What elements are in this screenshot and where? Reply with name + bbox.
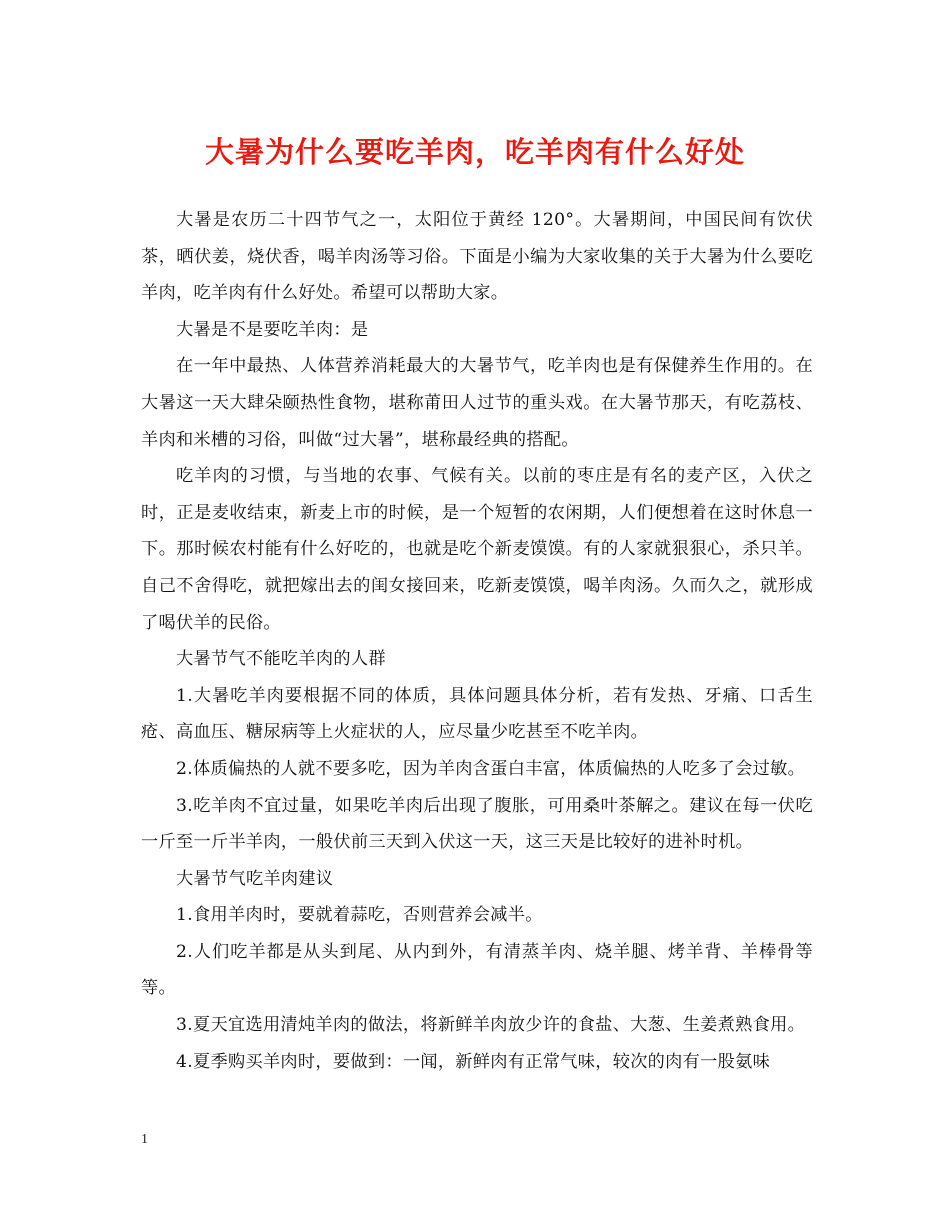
list-item: 1.食用羊肉时，要就着蒜吃，否则营养会减半。 bbox=[176, 905, 543, 926]
page-title: 大暑为什么要吃羊肉，吃羊肉有什么好处 bbox=[204, 135, 745, 169]
paragraph-custom: 吃羊肉的习惯，与当地的农事、气候有关。以前的枣庄是有名的麦产区，入伏之时，正是麦收结束，新麦上市的时候，是一个短暂的农闲期，人们便想着在这时休息一下。那时候农村能有什么好吃的，也就是吃个新麦馍馍。有的人家就狠狠心，杀只羊。自己不舍得吃，就把嫁出去的闺女接回来，吃新麦馍馍，喝羊肉汤。久而久之，就形成了喝伏羊的民俗。 bbox=[141, 466, 813, 633]
article-body bbox=[141, 202, 813, 1080]
paragraph-health: 在一年中最热、人体营养消耗最大的大暑节气，吃羊肉也是有保健养生作用的。在大暑这一天大肆朵颐热性食物，堪称莆田人过节的重头戏。在大暑节那天，有吃荔枝、羊肉和米槽的习俗，叫做“过大暑”，堪称最经典的搭配。 bbox=[141, 356, 813, 450]
list-item: 2.人们吃羊都是从头到尾、从内到外，有清蒸羊肉、烧羊腿、烤羊背、羊棒骨等等。 bbox=[141, 941, 813, 999]
list-item: 4.夏季购买羊肉时，要做到：一闻，新鲜肉有正常气味，较次的肉有一股氨味 bbox=[176, 1051, 771, 1072]
section-heading-suggestions: 大暑节气吃羊肉建议 bbox=[176, 868, 334, 889]
list-item: 3.吃羊肉不宜过量，如果吃羊肉后出现了腹胀，可用桑叶茶解之。建议在每一伏吃一斤至一斤半羊肉，一般伏前三天到入伏这一天，这三天是比较好的进补时机。 bbox=[141, 795, 813, 853]
section-heading-unsuitable: 大暑节气不能吃羊肉的人群 bbox=[176, 649, 386, 670]
paragraph-question: 大暑是不是要吃羊肉：是 bbox=[176, 319, 369, 340]
list-item: 3.夏天宜选用清炖羊肉的做法，将新鲜羊肉放少许的食盐、大葱、生姜煮熟食用。 bbox=[176, 1015, 806, 1036]
page-number: 1 bbox=[141, 1132, 148, 1147]
list-item: 1.大暑吃羊肉要根据不同的体质，具体问题具体分析，若有发热、牙痛、口舌生疮、高血压、糖尿病等上火症状的人，应尽量少吃甚至不吃羊肉。 bbox=[141, 685, 813, 743]
paragraph-intro: 大暑是农历二十四节气之一，太阳位于黄经 120°。大暑期间，中国民间有饮伏茶，晒伏姜，烧伏香，喝羊肉汤等习俗。下面是小编为大家收集的关于大暑为什么要吃羊肉，吃羊肉有什么好处。希望可以帮助大家。 bbox=[141, 210, 813, 304]
list-item: 2.体质偏热的人就不要多吃，因为羊肉含蛋白丰富，体质偏热的人吃多了会过敏。 bbox=[176, 758, 806, 779]
